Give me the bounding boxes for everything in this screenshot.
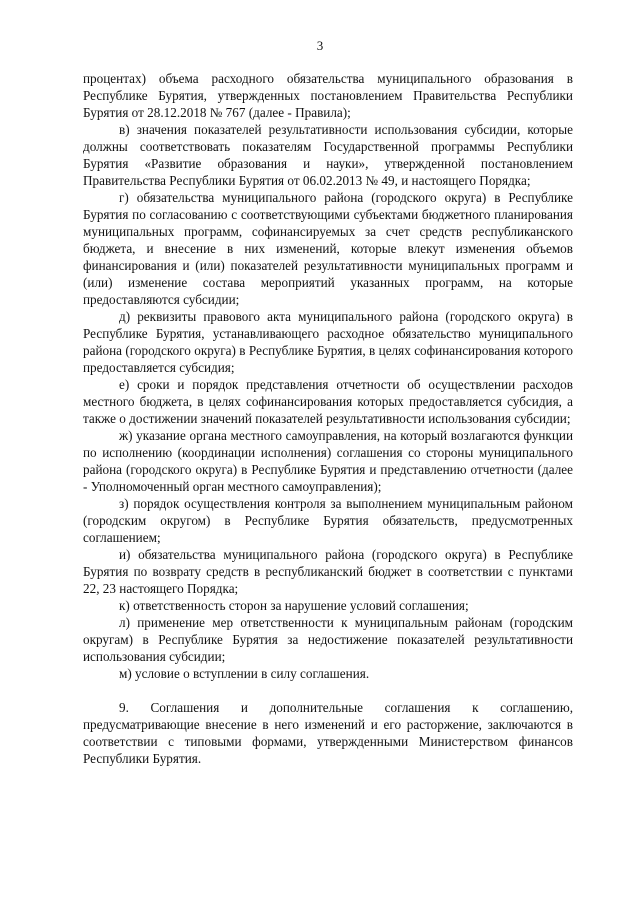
paragraph-item-z: з) порядок осуществления контроля за выполнением муниципальным районом (городским округом) в Республике Бурятия обязательств, предусмотренных соглашением;	[83, 496, 573, 545]
paragraph-continuation: процентах) объема расходного обязательства муниципального образования в Республике Бурятия, утвержденных постановлением Правительства Республики Бурятия от 28.12.2018 № 767 (далее - Правила);	[83, 71, 573, 120]
paragraph-item-g: г) обязательства муниципального района (городского округа) в Республике Бурятия по согласованию с соответствующими субъектами бюджетного планирования муниципальных программ, софинансируемых за счет средств республиканского бюджета, и внесение в них изменений, которые влекут изменения объемов финансирования и (или) показателей результативности муниципальных программ и (или) изменение состава мероприятий указанных программ, на которые предоставляются субсидии;	[83, 190, 573, 307]
paragraph-item-zh: ж) указание органа местного самоуправления, на который возлагаются функции по исполнению (координации исполнения) соглашения со стороны муниципального района (городского округа) в Республике Бурятия и представлению отчетности (далее - Уполномоченный орган местного самоуправления);	[83, 428, 573, 494]
paragraph-item-m: м) условие о вступлении в силу соглашения.	[119, 666, 370, 681]
paragraph-item-i: и) обязательства муниципального района (городского округа) в Республике Бурятия по возврату средств в республиканский бюджет в соответствии с пунктами 22, 23 настоящего Порядка;	[83, 547, 573, 596]
paragraph-spacer	[83, 682, 573, 699]
paragraph-section-9: 9. Соглашения и дополнительные соглашения к соглашению, предусматривающие внесение в него изменений и его расторжение, заключаются в соответствии с типовыми формами, утвержденными Министерством финансов Республики Бурятия.	[83, 700, 573, 766]
paragraph-item-v: в) значения показателей результативности использования субсидии, которые должны соответствовать показателям Государственной программы Республики Бурятия «Развитие образования и науки», утвержденной постановлением Правительства Республики Бурятия от 06.02.2013 № 49, и настоящего Порядка;	[83, 122, 573, 188]
page-number: 3	[316, 38, 324, 53]
paragraph-item-k: к) ответственность сторон за нарушение условий соглашения;	[119, 598, 469, 613]
paragraph-item-d: д) реквизиты правового акта муниципального района (городского округа) в Республике Бурятия, устанавливающего расходное обязательство муниципального района (городского округа) в Республике Бурятия, в целях софинансирования которого предоставляется субсидия;	[83, 309, 573, 375]
paragraph-item-e: е) сроки и порядок представления отчетности об осуществлении расходов местного бюджета, в целях софинансирования которых предоставляется субсидия, а также о достижении значений показателей результативности использования субсидии;	[83, 377, 573, 426]
document-body	[83, 70, 573, 767]
paragraph-item-l: л) применение мер ответственности к муниципальным районам (городским округам) в Республике Бурятия за недостижение показателей результативности использования субсидии;	[83, 615, 573, 664]
